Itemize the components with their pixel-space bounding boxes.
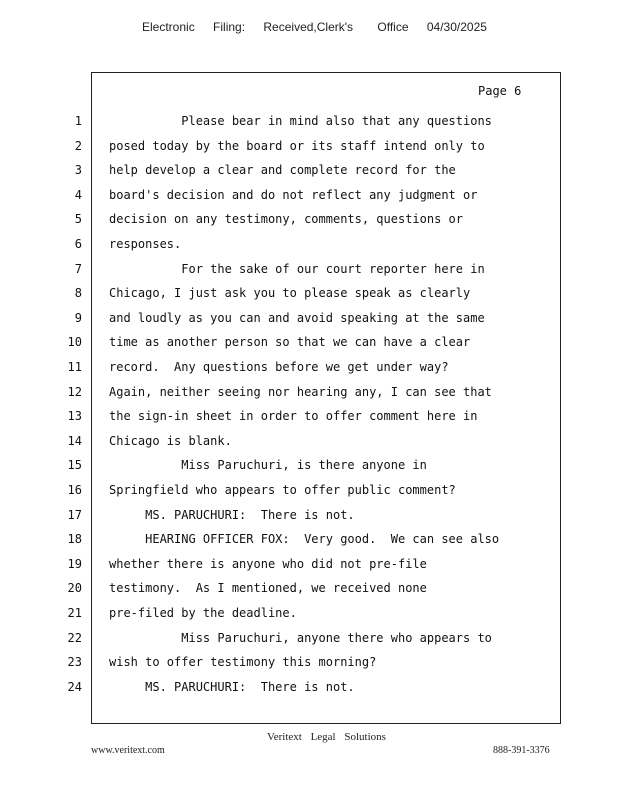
line-number: 13 [67, 409, 82, 423]
transcript-line: Chicago, I just ask you to please speak as clearly [109, 286, 471, 300]
transcript-line: the sign-in sheet in order to offer comment here in [109, 409, 478, 423]
line-number: 10 [67, 335, 82, 349]
line-number: 1 [74, 114, 82, 128]
line-number: 6 [74, 237, 82, 251]
line-number: 2 [74, 139, 82, 153]
line-number: 14 [67, 434, 82, 448]
filing-stamp-word-4: Office [377, 20, 409, 34]
line-number: 9 [74, 311, 82, 325]
line-number: 17 [67, 508, 82, 522]
transcript-line: Chicago is blank. [109, 434, 232, 448]
filing-stamp-word-2: Filing: [213, 20, 246, 34]
transcript-line: posed today by the board or its staff intend only to [109, 139, 485, 153]
transcript-line: MS. PARUCHURI: There is not. [109, 680, 355, 694]
line-number: 12 [67, 385, 82, 399]
footer-company-word-1: Veritext [267, 731, 302, 743]
transcript-line: wish to offer testimony this morning? [109, 655, 377, 669]
transcript-line: testimony. As I mentioned, we received none [109, 581, 427, 595]
line-number: 3 [74, 163, 82, 177]
transcript-line: HEARING OFFICER FOX: Very good. We can see also [109, 532, 500, 546]
line-number: 4 [74, 188, 82, 202]
footer-company [267, 731, 392, 743]
filing-stamp-word-3: Received,Clerk's [263, 20, 354, 34]
line-number: 16 [67, 483, 82, 497]
footer-company-word-3: Solutions [344, 731, 386, 743]
transcript-line: whether there is anyone who did not pre-file [109, 557, 427, 571]
footer-phone: 888-391-3376 [493, 745, 550, 756]
transcript-line: Springfield who appears to offer public comment? [109, 483, 456, 497]
transcript-line: time as another person so that we can have a clear [109, 335, 471, 349]
transcript-line: MS. PARUCHURI: There is not. [109, 508, 355, 522]
line-number: 11 [67, 360, 82, 374]
page-number: Page 6 [478, 84, 522, 98]
transcript-line: help develop a clear and complete record for the [109, 163, 456, 177]
line-number: 5 [74, 212, 82, 226]
filing-stamp-word-1: Electronic [142, 20, 195, 34]
transcript-line: pre-filed by the deadline. [109, 606, 297, 620]
line-number: 23 [67, 655, 82, 669]
line-number: 15 [67, 458, 82, 472]
transcript-line: decision on any testimony, comments, questions or [109, 212, 464, 226]
line-number: 21 [67, 606, 82, 620]
footer-company-word-2: Legal [310, 731, 336, 743]
line-number: 7 [74, 262, 82, 276]
line-number: 20 [67, 581, 82, 595]
line-number: 24 [67, 680, 82, 694]
line-number: 8 [74, 286, 82, 300]
transcript-line: and loudly as you can and avoid speaking at the same [109, 311, 485, 325]
filing-stamp [142, 20, 501, 34]
transcript-line: Miss Paruchuri, is there anyone in [109, 458, 427, 472]
transcript-line: record. Any questions before we get under way? [109, 360, 449, 374]
transcript-line: Please bear in mind also that any questions [109, 114, 492, 128]
line-number: 18 [67, 532, 82, 546]
line-number: 19 [67, 557, 82, 571]
filing-stamp-date: 04/30/2025 [426, 20, 487, 34]
transcript-line: board's decision and do not reflect any judgment or [109, 188, 478, 202]
transcript-line: Miss Paruchuri, anyone there who appears to [109, 631, 492, 645]
footer-website: www.veritext.com [91, 745, 165, 756]
transcript-line: responses. [109, 237, 182, 251]
transcript-line: For the sake of our court reporter here in [109, 262, 485, 276]
line-number: 22 [67, 631, 82, 645]
transcript-line: Again, neither seeing nor hearing any, I can see that [109, 385, 492, 399]
